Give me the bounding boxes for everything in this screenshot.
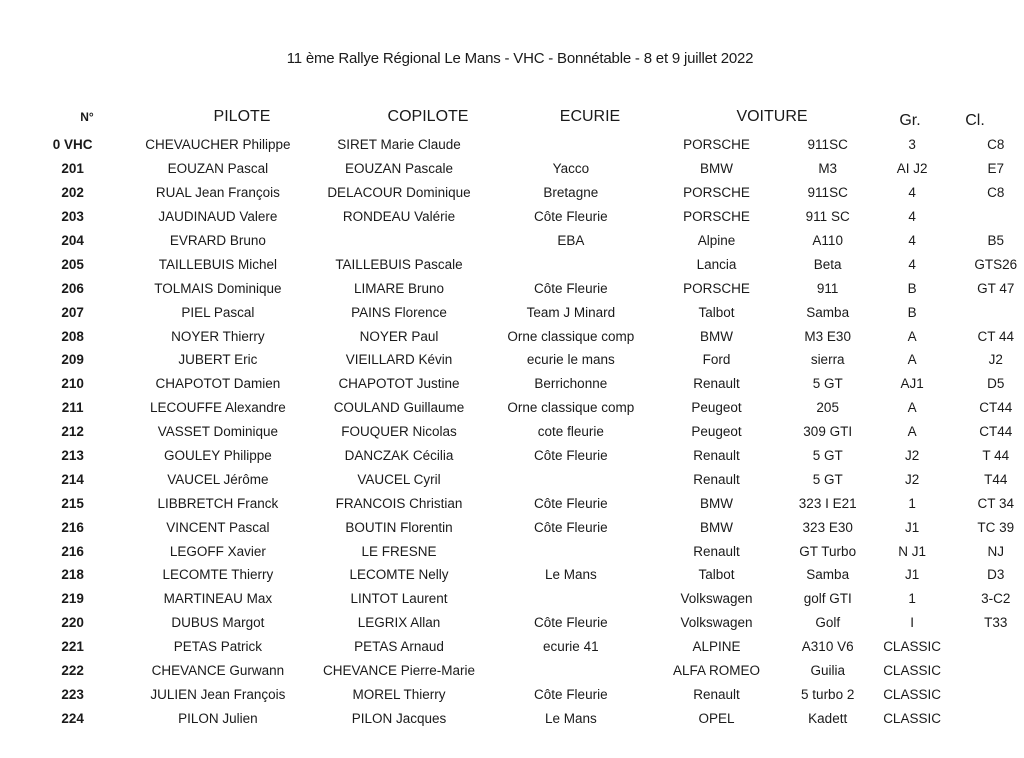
entry-number: 216 bbox=[61, 519, 84, 535]
entry-class bbox=[968, 659, 1024, 683]
entry-copilote: MOREL Thierry bbox=[352, 686, 446, 702]
entry-class: D5 bbox=[987, 376, 1005, 392]
entry-group: J2 bbox=[904, 471, 920, 487]
entry-group: 3 bbox=[908, 137, 916, 153]
entry-row bbox=[0, 444, 1024, 468]
header-ecurie: ECURIE bbox=[559, 108, 621, 125]
header-cl: Cl. bbox=[965, 112, 985, 129]
entry-class: CT44 bbox=[979, 424, 1013, 440]
entry-row bbox=[0, 348, 1024, 372]
entry-copilote: RONDEAU Valérie bbox=[342, 209, 456, 225]
entry-pilote: JUBERT Eric bbox=[178, 352, 258, 368]
entry-group: I bbox=[910, 615, 914, 631]
entry-copilote: LE FRESNE bbox=[361, 543, 437, 559]
document-title: 11 ème Rallye Régional Le Mans - VHC - Bonnétable - 8 et 9 juillet 2022 bbox=[286, 50, 754, 67]
entry-number: 204 bbox=[61, 233, 84, 248]
entry-row bbox=[0, 467, 1024, 491]
entry-row bbox=[0, 706, 1024, 730]
header-num: N° bbox=[80, 110, 94, 124]
entry-car-make: ALPINE bbox=[692, 639, 741, 655]
entry-car-make: PORSCHE bbox=[683, 209, 750, 225]
entry-class: NJ bbox=[987, 543, 1005, 559]
entry-car-make: Talbot bbox=[698, 304, 735, 320]
entry-row bbox=[0, 205, 1024, 229]
entry-car-make: Peugeot bbox=[691, 424, 742, 440]
entry-number: 220 bbox=[61, 615, 84, 631]
entry-class: CT44 bbox=[979, 400, 1013, 416]
entry-number: 213 bbox=[61, 448, 84, 464]
entry-pilote: PETAS Patrick bbox=[173, 639, 262, 655]
entry-class: J2 bbox=[988, 352, 1003, 368]
entry-class bbox=[968, 682, 1024, 706]
entry-copilote: FOUQUER Nicolas bbox=[341, 424, 457, 440]
entry-number: 0 VHC bbox=[52, 137, 93, 153]
entry-group: B bbox=[907, 304, 917, 320]
entry-copilote: COULAND Guillaume bbox=[333, 400, 465, 416]
entry-ecurie: cote fleurie bbox=[537, 424, 604, 440]
entry-group: J2 bbox=[904, 448, 920, 464]
entry-class: C8 bbox=[987, 185, 1005, 201]
entry-car-model: GT Turbo bbox=[799, 543, 857, 559]
entry-number: 202 bbox=[61, 185, 84, 201]
entry-group: 4 bbox=[908, 256, 916, 272]
entry-car-model: 309 GTI bbox=[803, 424, 853, 440]
entry-car-make: Renault bbox=[693, 471, 740, 487]
entry-group: B bbox=[907, 280, 917, 296]
entry-group: CLASSIC bbox=[883, 710, 941, 726]
entry-group: 4 bbox=[908, 209, 916, 225]
entry-car-model: 911 bbox=[816, 280, 839, 296]
entry-class bbox=[968, 635, 1024, 659]
entry-ecurie: Côte Fleurie bbox=[534, 519, 608, 535]
entry-number: 201 bbox=[61, 161, 84, 177]
entry-copilote: LECOMTE Nelly bbox=[349, 567, 449, 583]
header-copilote: COPILOTE bbox=[387, 108, 469, 125]
entry-car-make: BMW bbox=[700, 161, 734, 177]
entry-pilote: PILON Julien bbox=[178, 710, 258, 726]
entry-ecurie: Le Mans bbox=[544, 710, 597, 726]
entry-row bbox=[0, 420, 1024, 444]
entry-number: 208 bbox=[61, 328, 84, 344]
entry-number: 206 bbox=[61, 280, 84, 296]
entry-ecurie: Orne classique comp bbox=[507, 400, 635, 416]
entry-car-model: Beta bbox=[813, 256, 842, 272]
entry-row bbox=[0, 587, 1024, 611]
entry-car-make: BMW bbox=[700, 519, 734, 535]
entry-car-model: Samba bbox=[806, 304, 850, 320]
entry-ecurie: Yacco bbox=[552, 161, 590, 177]
entry-car-model: 5 GT bbox=[812, 471, 843, 487]
entry-car-make: Volkswagen bbox=[680, 591, 753, 607]
entry-car-model: 911 SC bbox=[805, 209, 850, 225]
entry-number: 211 bbox=[61, 400, 84, 416]
entry-pilote: LECOUFFE Alexandre bbox=[149, 400, 286, 416]
entry-group: J1 bbox=[904, 567, 920, 583]
entry-number: 215 bbox=[61, 495, 84, 511]
entry-copilote bbox=[291, 229, 508, 253]
entry-pilote: CHEVAUCHER Philippe bbox=[145, 137, 291, 153]
entry-car-make: Talbot bbox=[698, 567, 735, 583]
entry-group: 1 bbox=[908, 591, 916, 607]
entry-pilote: GOULEY Philippe bbox=[163, 448, 272, 464]
entry-copilote: CHAPOTOT Justine bbox=[338, 376, 460, 392]
entry-car-model: A110 bbox=[812, 233, 843, 248]
entry-row bbox=[0, 324, 1024, 348]
entry-group: CLASSIC bbox=[883, 639, 941, 655]
entry-ecurie: Côte Fleurie bbox=[534, 495, 608, 511]
entry-car-make: PORSCHE bbox=[683, 185, 750, 201]
entry-ecurie bbox=[507, 587, 634, 611]
entry-group: AJ1 bbox=[900, 376, 924, 392]
entry-class: GT 47 bbox=[977, 280, 1015, 296]
entry-list-body bbox=[0, 133, 1024, 730]
entry-car-make: Ford bbox=[702, 352, 731, 368]
entry-group: 1 bbox=[908, 495, 916, 511]
entry-group: AI J2 bbox=[896, 161, 928, 177]
entry-car-make: Volkswagen bbox=[680, 615, 753, 631]
entry-copilote: CHEVANCE Pierre-Marie bbox=[322, 663, 475, 679]
entry-class: E7 bbox=[987, 161, 1005, 177]
entry-ecurie: ecurie le mans bbox=[526, 352, 615, 368]
entry-pilote: LEGOFF Xavier bbox=[169, 543, 266, 559]
entry-pilote: LECOMTE Thierry bbox=[162, 567, 274, 583]
entry-group: CLASSIC bbox=[883, 663, 941, 679]
entry-car-model: Kadett bbox=[808, 710, 848, 726]
entry-group: CLASSIC bbox=[883, 686, 941, 702]
header-gr: Gr. bbox=[899, 112, 921, 129]
entry-list-table bbox=[0, 133, 1024, 730]
entry-number: 216 bbox=[61, 543, 84, 559]
entry-row bbox=[0, 372, 1024, 396]
entry-class: T 44 bbox=[982, 448, 1010, 464]
entry-number: 219 bbox=[61, 591, 84, 607]
entry-class: C8 bbox=[987, 137, 1005, 153]
entry-car-make: BMW bbox=[700, 328, 734, 344]
entry-row bbox=[0, 252, 1024, 276]
entry-number: 203 bbox=[61, 209, 84, 225]
entry-ecurie: Bretagne bbox=[543, 185, 599, 201]
entry-car-model: M3 E30 bbox=[804, 328, 851, 344]
entry-row bbox=[0, 276, 1024, 300]
entry-number: 214 bbox=[61, 471, 84, 487]
entry-group: A bbox=[907, 400, 917, 416]
entry-car-make: Renault bbox=[693, 686, 740, 702]
entry-pilote: TOLMAIS Dominique bbox=[154, 280, 282, 296]
entry-ecurie bbox=[507, 659, 634, 683]
entry-ecurie: ecurie 41 bbox=[543, 639, 599, 655]
entry-pilote: LIBBRETCH Franck bbox=[157, 495, 279, 511]
entry-number: 209 bbox=[61, 352, 84, 368]
entry-class: B5 bbox=[987, 233, 1005, 248]
entry-car-model: Guilia bbox=[810, 663, 845, 679]
entry-row bbox=[0, 563, 1024, 587]
entry-class: 3-C2 bbox=[981, 591, 1011, 607]
entry-pilote: NOYER Thierry bbox=[171, 328, 265, 344]
entry-pilote: EOUZAN Pascal bbox=[167, 161, 269, 177]
entry-ecurie bbox=[507, 539, 634, 563]
entry-group: A bbox=[907, 424, 917, 440]
entry-car-model: 5 GT bbox=[812, 376, 843, 392]
entry-pilote: TAILLEBUIS Michel bbox=[158, 256, 278, 272]
entry-number: 222 bbox=[61, 663, 84, 679]
entry-car-make: Alpine bbox=[697, 233, 736, 248]
entry-class: T33 bbox=[984, 615, 1008, 631]
entry-car-model: Golf bbox=[815, 615, 841, 631]
entry-class bbox=[968, 300, 1024, 324]
entry-number: 207 bbox=[61, 304, 84, 320]
entry-car-make: BMW bbox=[700, 495, 734, 511]
entry-number: 221 bbox=[61, 639, 84, 655]
entry-copilote: VIEILLARD Kévin bbox=[345, 352, 453, 368]
entry-class: T44 bbox=[984, 471, 1008, 487]
entry-group: N J1 bbox=[898, 543, 926, 559]
entry-number: 210 bbox=[61, 376, 84, 392]
entry-number: 218 bbox=[61, 567, 84, 583]
entry-row bbox=[0, 682, 1024, 706]
entry-class: TC 39 bbox=[977, 519, 1015, 535]
entry-copilote: SIRET Marie Claude bbox=[337, 137, 461, 153]
entry-copilote: DANCZAK Cécilia bbox=[344, 448, 454, 464]
entry-car-model: 5 GT bbox=[812, 448, 843, 464]
entry-row bbox=[0, 491, 1024, 515]
entry-row bbox=[0, 300, 1024, 324]
entry-copilote: PETAS Arnaud bbox=[354, 639, 444, 655]
entry-car-make: Peugeot bbox=[691, 400, 742, 416]
entry-pilote: PIEL Pascal bbox=[181, 304, 255, 320]
entry-car-make: Renault bbox=[693, 543, 740, 559]
entry-ecurie: Côte Fleurie bbox=[534, 686, 608, 702]
entry-car-model: 911SC bbox=[807, 185, 848, 201]
entry-row bbox=[0, 157, 1024, 181]
entry-car-model: sierra bbox=[810, 352, 845, 368]
entry-copilote: PAINS Florence bbox=[351, 304, 447, 320]
entry-group: 4 bbox=[908, 185, 916, 201]
header-pilote: PILOTE bbox=[213, 108, 271, 125]
entry-copilote: TAILLEBUIS Pascale bbox=[335, 256, 463, 272]
entry-class: CT 34 bbox=[977, 495, 1015, 511]
entry-ecurie: Orne classique comp bbox=[507, 328, 635, 344]
entry-group: J1 bbox=[904, 519, 920, 535]
entry-ecurie: Berrichonne bbox=[534, 376, 608, 392]
entry-row bbox=[0, 635, 1024, 659]
entry-number: 212 bbox=[61, 424, 84, 440]
entry-pilote: VINCENT Pascal bbox=[166, 519, 270, 535]
entry-car-make: Lancia bbox=[696, 256, 737, 272]
entry-class: D3 bbox=[987, 567, 1005, 583]
entry-ecurie bbox=[507, 467, 634, 491]
entry-row bbox=[0, 181, 1024, 205]
entry-copilote: EOUZAN Pascale bbox=[344, 161, 453, 177]
entry-copilote: PILON Jacques bbox=[351, 710, 447, 726]
entry-car-model: 911SC bbox=[807, 137, 848, 153]
entry-pilote: VAUCEL Jérôme bbox=[167, 471, 269, 487]
entry-pilote: JULIEN Jean François bbox=[150, 686, 286, 702]
entry-ecurie: Côte Fleurie bbox=[534, 448, 608, 464]
entry-car-model: 205 bbox=[816, 400, 839, 416]
entry-copilote: BOUTIN Florentin bbox=[345, 519, 453, 535]
entry-copilote: VAUCEL Cyril bbox=[357, 471, 441, 487]
entry-pilote: DUBUS Margot bbox=[171, 615, 265, 631]
entry-ecurie: Côte Fleurie bbox=[534, 280, 608, 296]
entry-car-make: OPEL bbox=[698, 710, 735, 726]
entry-group: A bbox=[907, 352, 917, 368]
entry-row bbox=[0, 229, 1024, 253]
entry-car-model: A310 V6 bbox=[801, 639, 854, 655]
entry-car-make: Renault bbox=[693, 448, 740, 464]
entry-car-model: Samba bbox=[806, 567, 850, 583]
entry-car-model: 5 turbo 2 bbox=[801, 686, 855, 702]
entry-car-make: PORSCHE bbox=[683, 137, 750, 153]
entry-row bbox=[0, 539, 1024, 563]
entry-group: 4 bbox=[908, 233, 916, 248]
entry-class: GTS26 bbox=[974, 256, 1018, 272]
entry-copilote: LINTOT Laurent bbox=[350, 591, 448, 607]
entry-copilote: FRANCOIS Christian bbox=[335, 495, 463, 511]
entry-row bbox=[0, 611, 1024, 635]
entry-number: 224 bbox=[61, 710, 84, 726]
entry-copilote: LEGRIX Allan bbox=[357, 615, 441, 631]
entry-car-make: ALFA ROMEO bbox=[673, 663, 761, 679]
entry-car-make: PORSCHE bbox=[683, 280, 750, 296]
entry-copilote: DELACOUR Dominique bbox=[327, 185, 471, 201]
entry-pilote: MARTINEAU Max bbox=[163, 591, 273, 607]
entry-pilote: CHAPOTOT Damien bbox=[155, 376, 281, 392]
entry-pilote: VASSET Dominique bbox=[157, 424, 279, 440]
entry-car-model: M3 bbox=[818, 161, 838, 177]
entry-ecurie: Côte Fleurie bbox=[534, 615, 608, 631]
entry-ecurie: Côte Fleurie bbox=[534, 209, 608, 225]
entry-pilote: EVRARD Bruno bbox=[169, 233, 266, 248]
entry-ecurie: Team J Minard bbox=[526, 304, 616, 320]
entry-ecurie: Le Mans bbox=[544, 567, 597, 583]
entry-class bbox=[968, 205, 1024, 229]
entry-row bbox=[0, 133, 1024, 157]
entry-row bbox=[0, 515, 1024, 539]
entry-ecurie: EBA bbox=[557, 233, 585, 248]
entry-number: 223 bbox=[61, 686, 84, 702]
entry-ecurie bbox=[507, 252, 634, 276]
header-voiture: VOITURE bbox=[736, 108, 808, 125]
entry-number: 205 bbox=[61, 256, 84, 272]
entry-pilote: CHEVANCE Gurwann bbox=[151, 663, 285, 679]
entry-car-model: golf GTI bbox=[803, 591, 852, 607]
entry-pilote: RUAL Jean François bbox=[155, 185, 280, 201]
entry-car-model: 323 E30 bbox=[802, 519, 853, 535]
entry-copilote: LIMARE Bruno bbox=[353, 280, 444, 296]
entry-ecurie bbox=[507, 133, 634, 157]
entry-class bbox=[968, 706, 1024, 730]
entry-car-model: 323 I E21 bbox=[798, 495, 857, 511]
entry-row bbox=[0, 396, 1024, 420]
entry-car-make: Renault bbox=[693, 376, 740, 392]
entry-row bbox=[0, 659, 1024, 683]
entry-group: A bbox=[907, 328, 917, 344]
entry-pilote: JAUDINAUD Valere bbox=[158, 209, 278, 225]
entry-class: CT 44 bbox=[977, 328, 1015, 344]
entry-copilote: NOYER Paul bbox=[359, 328, 439, 344]
